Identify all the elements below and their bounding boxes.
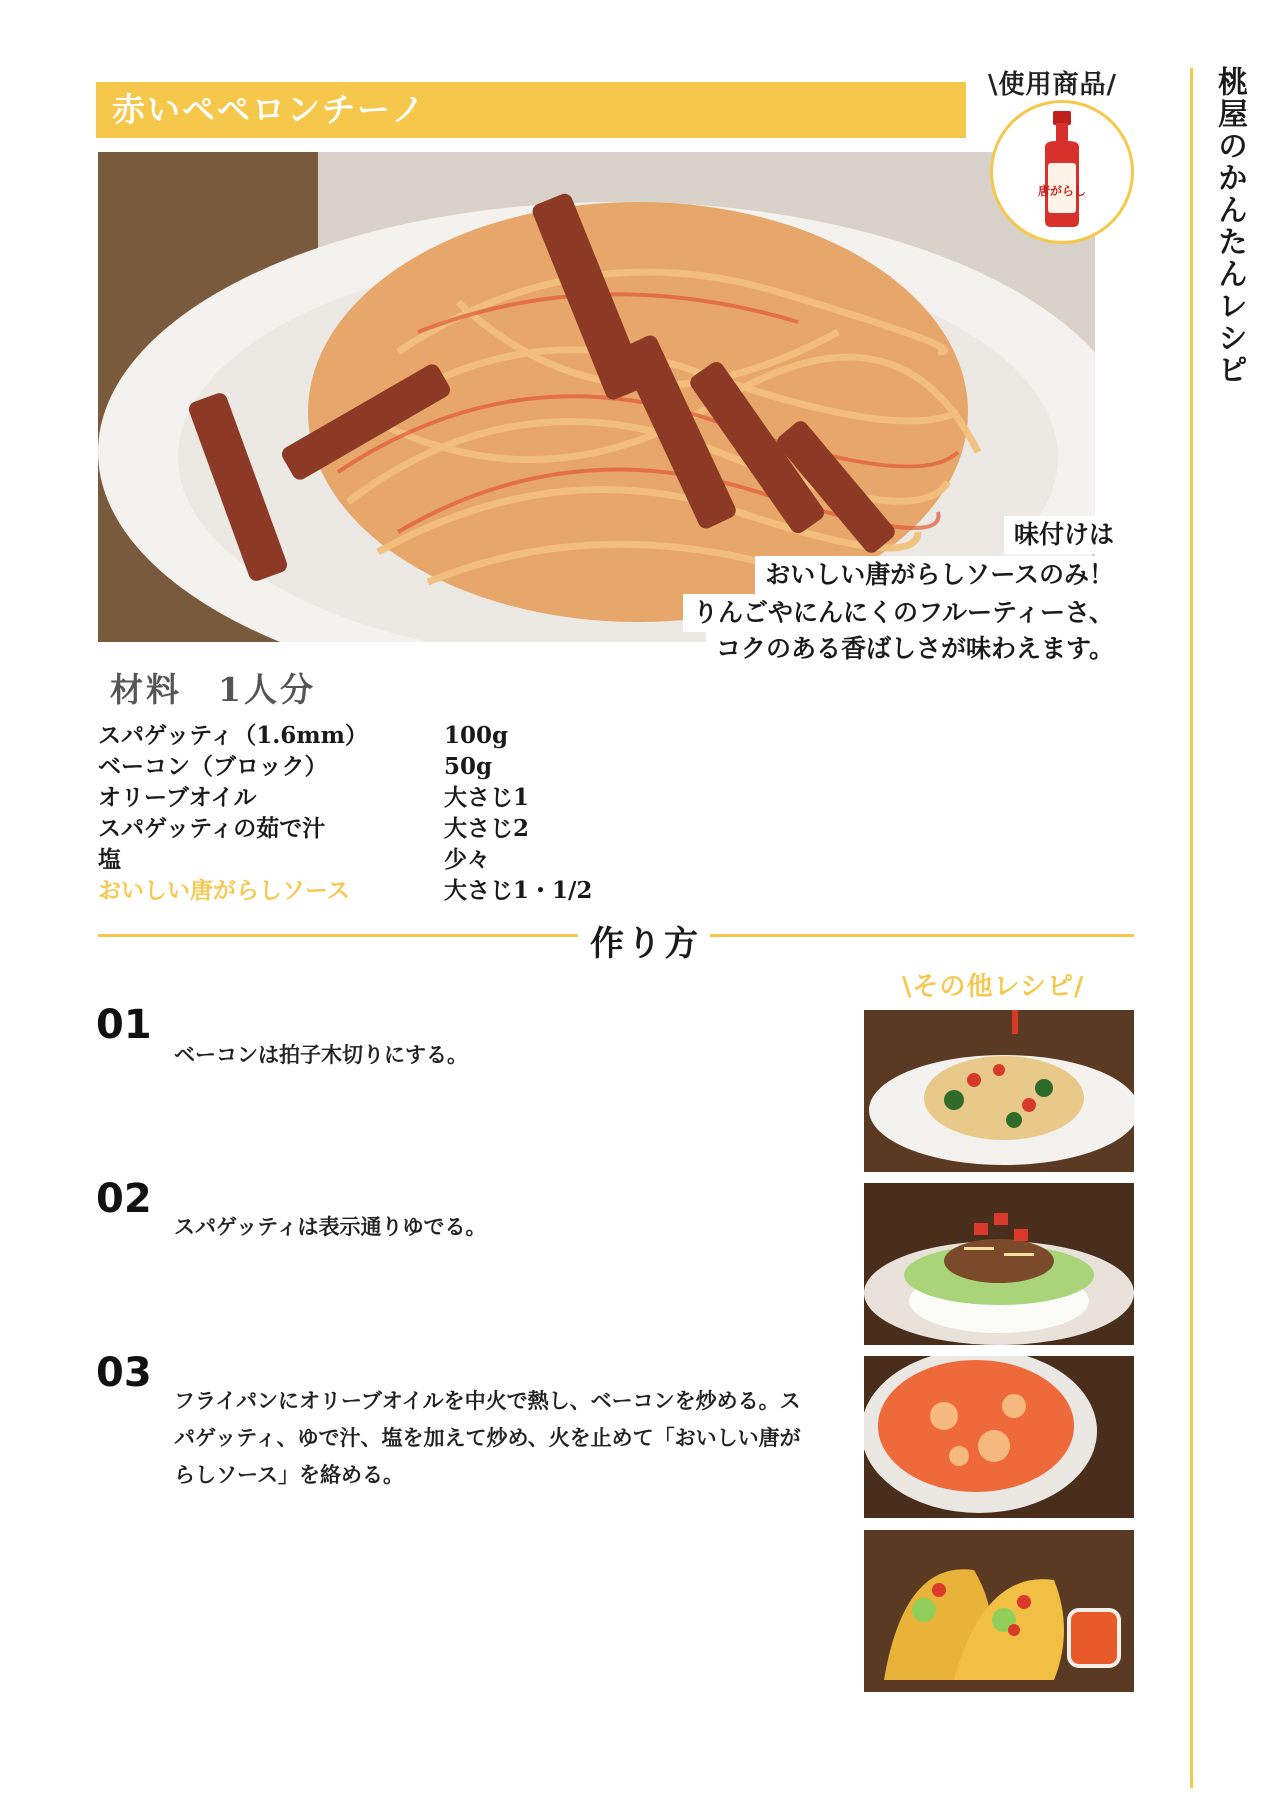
ingredient-name-product: おいしい唐がらしソース: [98, 877, 350, 904]
ingredients-heading: 材料 1人分: [110, 670, 316, 709]
ingredients-list: [98, 720, 592, 906]
ingredient-name: オリーブオイル: [98, 784, 257, 811]
other-recipe-thumb-soup[interactable]: [864, 1356, 1134, 1518]
side-divider: [1190, 68, 1193, 1788]
ingredient-row: [98, 751, 592, 782]
product-label: \使用商品/: [988, 70, 1117, 100]
ingredient-row: [98, 813, 592, 844]
ingredient-name: 塩: [98, 846, 121, 873]
ingredient-name: ベーコン（ブロック）: [98, 753, 328, 780]
ingredient-qty: 大さじ1: [444, 784, 530, 811]
method-divider-left: [98, 934, 578, 937]
product-bottle-image: [990, 100, 1134, 244]
ingredient-qty: 大さじ2: [444, 815, 530, 842]
ingredient-row-highlight: [98, 875, 592, 906]
ingredient-qty: 50g: [444, 753, 493, 780]
method-heading: 作り方: [590, 924, 701, 964]
caption-line-4: コクのある香ばしさが味わえます。: [706, 630, 1124, 668]
recipe-title: 赤いペペロンチーノ: [112, 90, 427, 129]
ingredient-qty: 大さじ1・1/2: [444, 877, 593, 904]
bottle-label-text: 唐がらし: [1037, 184, 1087, 198]
step-number: 03: [96, 1350, 152, 1396]
ingredient-row: [98, 782, 592, 813]
ingredient-qty: 100g: [444, 722, 509, 749]
ingredient-row: [98, 844, 592, 875]
step-number: 02: [96, 1176, 152, 1222]
ingredient-name: スパゲッティ（1.6mm）: [98, 722, 368, 749]
ingredient-qty: 少々: [444, 846, 490, 873]
other-recipe-thumb-pasta[interactable]: [864, 1010, 1134, 1172]
step-text: ベーコンは拍子木切りにする。: [174, 1042, 468, 1067]
method-divider-right: [710, 934, 1134, 937]
caption-line-1: 味付けは: [1004, 516, 1124, 554]
step-text: スパゲッティは表示通りゆでる。: [174, 1214, 487, 1239]
other-recipe-thumb-taco-rice[interactable]: [864, 1183, 1134, 1345]
step-text: フライパンにオリーブオイルを中火で熱し、ベーコンを炒める。スパゲッティ、ゆで汁、塩を加えて炒め、火を止めて「おいしい唐がらしソース」を絡める。: [174, 1388, 801, 1487]
caption-line-2: おいしい唐がらしソースのみ！: [755, 556, 1124, 594]
ingredient-name: スパゲッティの茹で汁: [98, 815, 326, 842]
side-title: 桃屋のかんたんレシピ: [1212, 66, 1247, 386]
other-recipes-label: \その他レシピ/: [902, 972, 1085, 1002]
caption-line-3: りんごやにんにくのフルーティーさ、: [683, 594, 1124, 632]
step-number: 01: [96, 1002, 152, 1048]
ingredient-row: [98, 720, 592, 751]
other-recipe-thumb-tacos[interactable]: [864, 1530, 1134, 1692]
